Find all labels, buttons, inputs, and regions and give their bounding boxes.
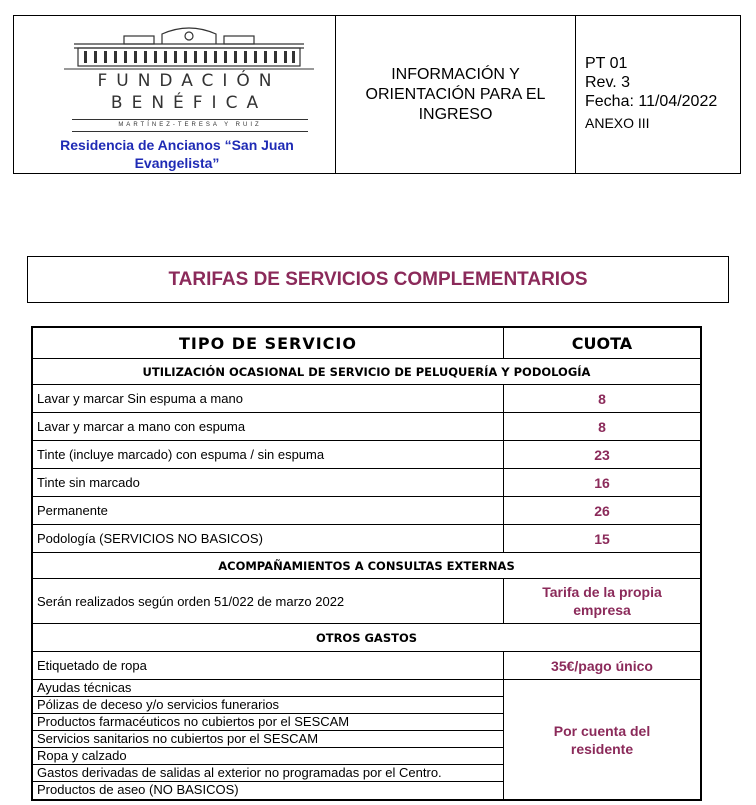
section-heading: OTROS GASTOS bbox=[33, 624, 700, 652]
page-title bbox=[27, 256, 729, 303]
doc-title-text: INFORMACIÓN Y ORIENTACIÓN PARA EL INGRESO bbox=[365, 65, 546, 123]
doc-revision: Rev. 3 bbox=[585, 74, 631, 91]
column-header-fee: CUOTA bbox=[571, 333, 633, 353]
service-cell: Gastos derivadas de salidas al exterior no programadas por el Centro. bbox=[33, 765, 503, 782]
grouped-fee-cell: Por cuenta del residente bbox=[553, 722, 651, 757]
fee-cell: Tarifa de la propia empresa bbox=[542, 584, 662, 618]
logo-cell bbox=[14, 16, 336, 173]
table-header-row bbox=[33, 328, 700, 359]
service-cell: Etiquetado de ropa bbox=[33, 652, 504, 679]
doc-date: Fecha: 11/04/2022 bbox=[585, 93, 718, 110]
grouped-rows bbox=[33, 680, 700, 799]
table-row bbox=[33, 413, 700, 441]
fee-cell: 15 bbox=[594, 530, 610, 547]
logo-text-line2: BENÉFICA bbox=[110, 93, 268, 113]
fee-cell: 23 bbox=[594, 446, 610, 463]
service-cell: Lavar y marcar a mano con espuma bbox=[33, 413, 504, 440]
building-logo-icon bbox=[64, 24, 314, 70]
table-row bbox=[33, 525, 700, 553]
service-cell: Lavar y marcar Sin espuma a mano bbox=[33, 385, 504, 412]
fee-cell: 26 bbox=[594, 502, 610, 519]
table-row bbox=[33, 497, 700, 525]
service-cell: Tinte sin marcado bbox=[33, 469, 504, 496]
tariff-table bbox=[31, 326, 702, 801]
logo-rule bbox=[72, 119, 308, 120]
service-cell: Pólizas de deceso y/o servicios funerarios bbox=[33, 697, 503, 714]
logo-rule bbox=[72, 131, 308, 132]
fee-cell: 16 bbox=[594, 474, 610, 491]
document-header bbox=[13, 15, 741, 174]
section-heading: UTILIZACIÓN OCASIONAL DE SERVICIO DE PELUQUERÍA Y PODOLOGÍA bbox=[33, 359, 700, 385]
logo-subline: MARTÍNEZ-TERESA Y RUIZ bbox=[118, 122, 262, 128]
service-cell: Permanente bbox=[33, 497, 504, 524]
table-row bbox=[33, 652, 700, 680]
doc-code: PT 01 bbox=[585, 55, 628, 72]
table-row bbox=[33, 385, 700, 413]
service-cell: Ropa y calzado bbox=[33, 748, 503, 765]
fee-cell: 8 bbox=[598, 418, 606, 435]
residence-name: Residencia de Ancianos “San Juan Evangelista” bbox=[60, 137, 294, 171]
service-cell: Tinte (incluye marcado) con espuma / sin espuma bbox=[33, 441, 504, 468]
service-cell: Servicios sanitarios no cubiertos por el SESCAM bbox=[33, 731, 503, 748]
section-heading: ACOMPAÑAMIENTOS A CONSULTAS EXTERNAS bbox=[33, 553, 700, 579]
table-row bbox=[33, 469, 700, 497]
doc-title bbox=[336, 16, 576, 173]
service-cell: Productos farmacéuticos no cubiertos por el SESCAM bbox=[33, 714, 503, 731]
grouped-services bbox=[33, 680, 504, 799]
service-cell: Ayudas técnicas bbox=[33, 680, 503, 697]
service-cell: Podología (SERVICIOS NO BASICOS) bbox=[33, 525, 504, 552]
logo-text-line1: FUNDACIÓN bbox=[97, 71, 281, 91]
doc-annex: ANEXO III bbox=[585, 115, 650, 131]
doc-meta bbox=[576, 16, 740, 173]
table-row bbox=[33, 579, 700, 624]
page-title-text: TARIFAS DE SERVICIOS COMPLEMENTARIOS bbox=[168, 268, 588, 290]
column-header-service: TIPO DE SERVICIO bbox=[33, 328, 504, 358]
service-cell: Serán realizados según orden 51/022 de marzo 2022 bbox=[33, 579, 504, 623]
fee-cell: 8 bbox=[598, 390, 606, 407]
fee-cell: 35€/pago único bbox=[551, 657, 653, 674]
service-cell: Productos de aseo (NO BASICOS) bbox=[37, 782, 239, 797]
table-row bbox=[33, 441, 700, 469]
